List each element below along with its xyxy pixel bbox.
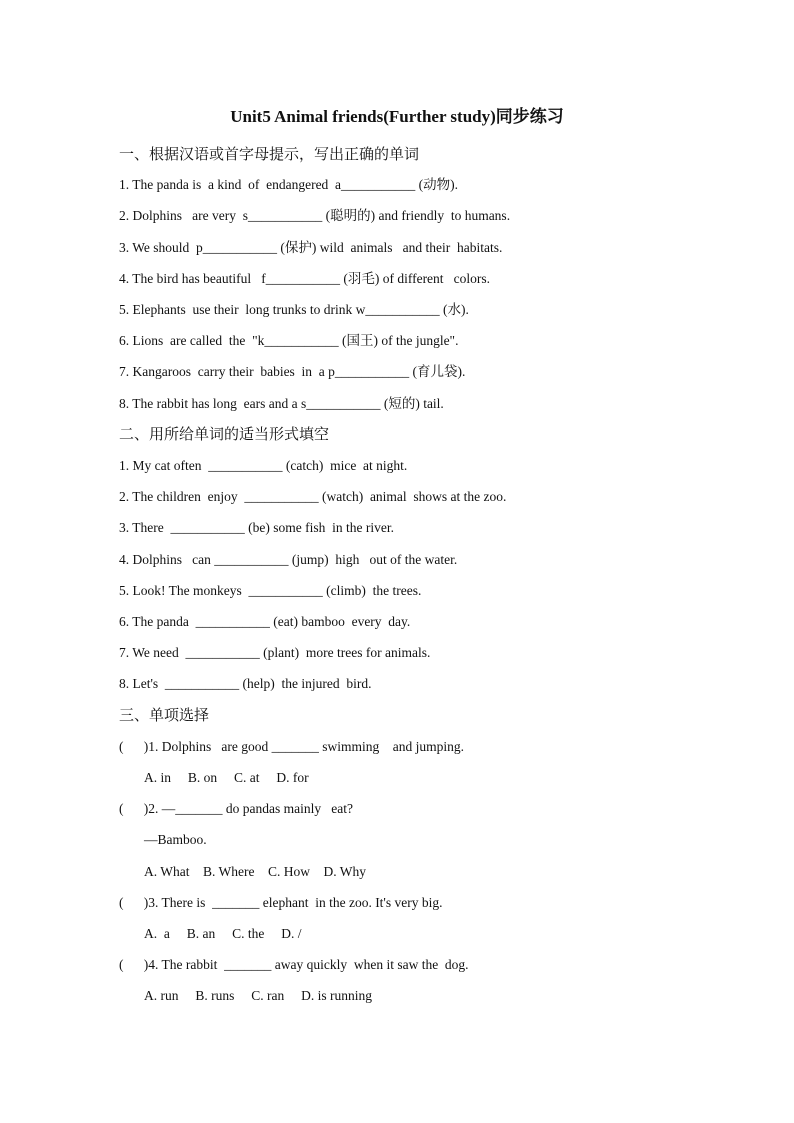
question-4-options: A. run B. runs C. ran D. is running [144,988,372,1003]
part1-item-6: 6. Lions are called the "k___________ (国王) of the jungle". [119,333,459,348]
question-4: ( )4. The rabbit _______ away quickly when it saw the dog. [119,957,469,972]
part1-item-2: 2. Dolphins are very s___________ (聪明的) and friendly to humans. [119,208,511,223]
page-title: Unit5 Animal friends(Further study)同步练习 [230,107,564,126]
part2-item-8: 8. Let's ___________ (help) the injured bird. [119,676,372,691]
part2-item-4: 4. Dolphins can ___________ (jump) high out of the water. [119,552,458,567]
part2-item-5: 5. Look! The monkeys ___________ (climb) the trees. [119,583,422,598]
question-3: ( )3. There is _______ elephant in the zoo. It's very big. [119,895,443,910]
part1-item-4: 4. The bird has beautiful f___________ (羽毛) of different colors. [119,271,491,286]
question-2-reply: —Bamboo. [144,832,207,847]
question-1-options: A. in B. on C. at D. for [144,770,309,785]
question-3-options: A. a B. an C. the D. / [144,926,302,941]
part1-item-8: 8. The rabbit has long ears and a s___________ (短的) tail. [119,396,444,411]
section-1-heading: 一、根据汉语或首字母提示，写出正确的单词 [119,145,420,163]
question-2-options: A. What B. Where C. How D. Why [144,864,366,879]
section-2-heading: 二、用所给单词的适当形式填空 [119,425,330,443]
part2-item-7: 7. We need ___________ (plant) more trees for animals. [119,645,431,660]
part1-item-7: 7. Kangaroos carry their babies in a p___________ (育儿袋). [119,364,466,379]
part1-item-3: 3. We should p___________ (保护) wild animals and their habitats. [119,240,503,255]
part2-item-6: 6. The panda ___________ (eat) bamboo every day. [119,614,411,629]
section-3-heading: 三、单项选择 [119,706,210,724]
part2-item-3: 3. There ___________ (be) some fish in the river. [119,520,394,535]
part1-item-5: 5. Elephants use their long trunks to drink w___________ (水). [119,302,469,317]
part1-item-1: 1. The panda is a kind of endangered a___________ (动物). [119,177,459,192]
part2-item-1: 1. My cat often ___________ (catch) mice at night. [119,458,408,473]
question-2: ( )2. —_______ do pandas mainly eat? [119,801,353,816]
question-1: ( )1. Dolphins are good _______ swimming and jumping. [119,739,464,754]
part2-item-2: 2. The children enjoy ___________ (watch) animal shows at the zoo. [119,489,507,504]
